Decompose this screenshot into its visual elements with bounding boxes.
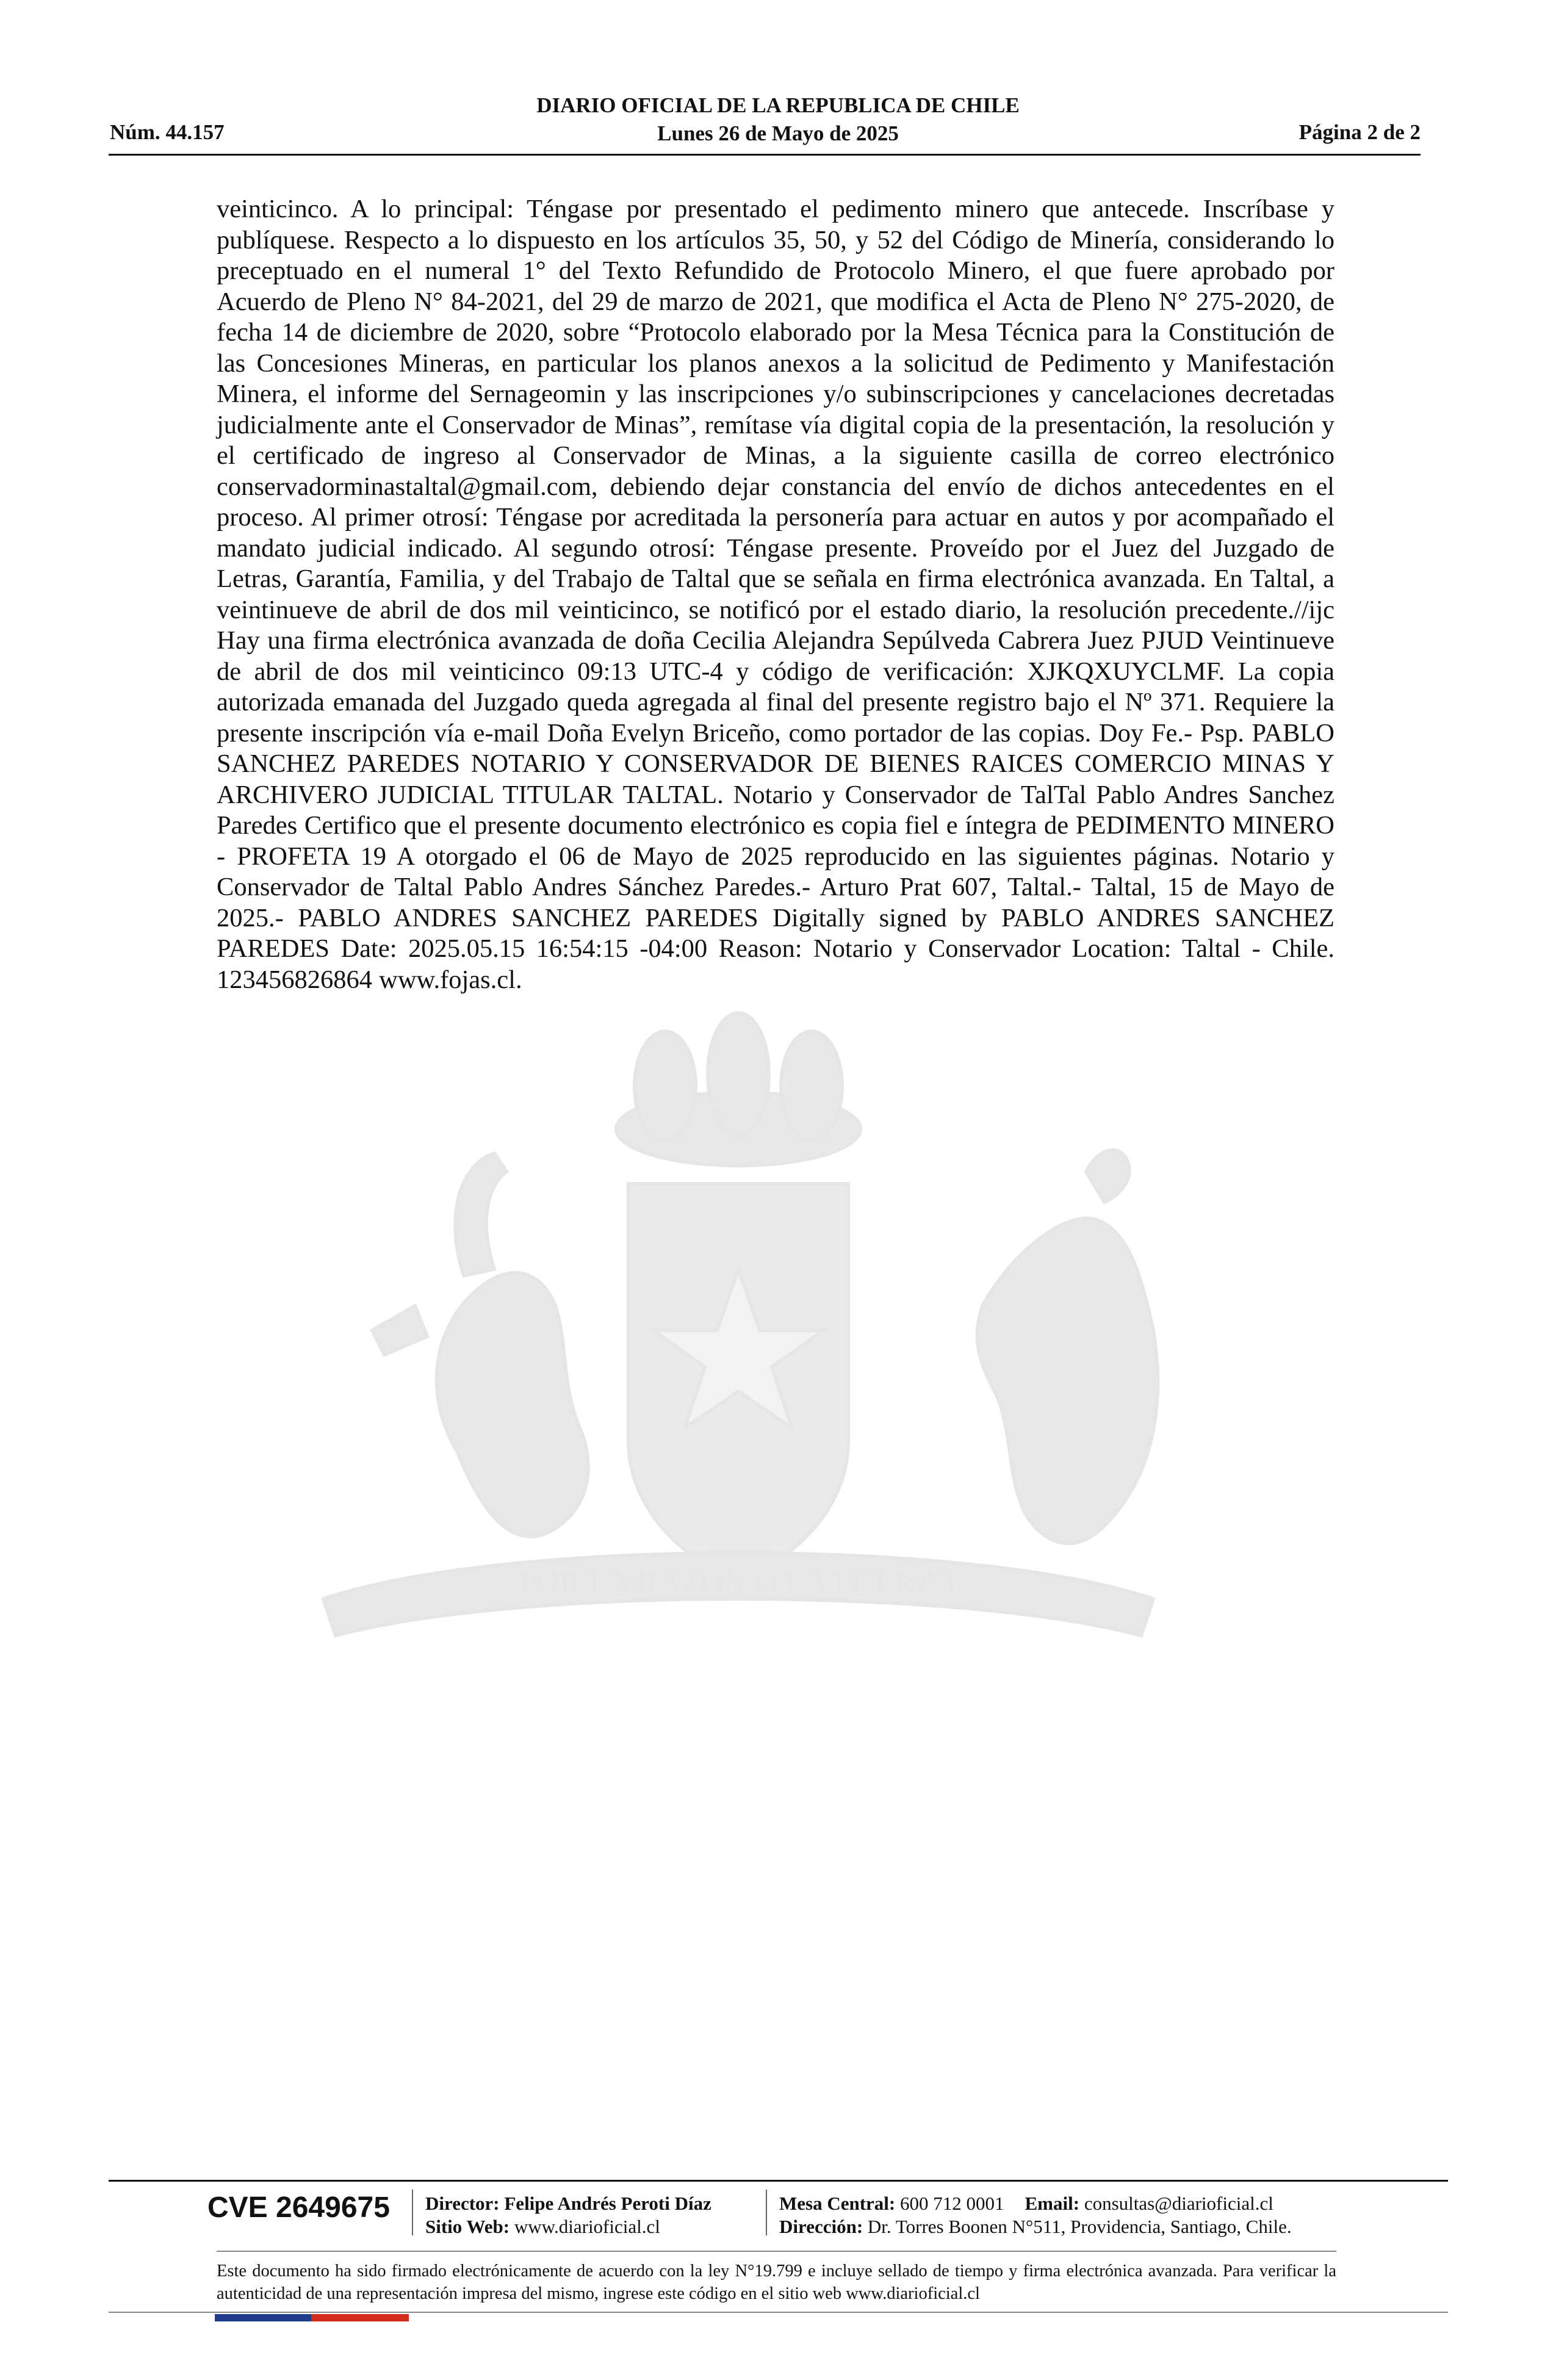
mesa-label: Mesa Central: [779,2193,896,2214]
footer-separator [412,2190,413,2235]
address-label: Dirección: [779,2216,863,2237]
flag-stripe-blue [215,2314,311,2321]
coat-of-arms-watermark [201,989,1275,1684]
footer-divider-top [109,2180,1448,2182]
page-number: Página 2 de 2 [1298,120,1421,144]
website-link[interactable]: www.diarioficial.cl [514,2216,660,2237]
footer-divider-mid [217,2251,1336,2252]
flag-stripe-red [311,2314,409,2321]
address-text: Dr. Torres Boonen N°511, Providencia, Santiago, Chile. [867,2216,1292,2237]
email-link[interactable]: consultas@diarioficial.cl [1084,2193,1273,2214]
watermark-motto: POR LA RAZON O LA FUERZA [519,1565,957,1600]
footer-contact-block [779,2192,1292,2238]
email-label: Email: [1025,2193,1080,2214]
website-label: Sitio Web: [425,2216,510,2237]
cve-code: CVE 2649675 [207,2191,390,2224]
mesa-phone: 600 712 0001 [900,2193,1004,2214]
publication-date: Lunes 26 de Mayo de 2025 [657,121,899,145]
document-body: veinticinco. A lo principal: Téngase por presentado el pedimento minero que antecede. Inscríbase y publíquese. Respecto a lo dispuesto en los artículos 35, 50, y 52 del Código de Minería, considerando lo preceptuado en el numeral 1° del Texto Refundido de Protocolo Minero, el que fuere aprobado por Acuerdo de Pleno N° 84-2021, del 29 de marzo de 2021, que modifica el Acta de Pleno N° 275-2020, de fecha 14 de diciembre de 2020, sobre “Protocolo elaborado por la Mesa Técnica para la Constitución de las Concesiones Mineras, en particular los planos anexos a la solicitud de Pedimento y Manifestación Minera, el informe del Sernageomin y las inscripciones y/o subinscripciones y cancelaciones decretadas judicialmente ante el Conservador de Minas”, remítase vía digital copia de la presentación, la resolución y el certificado de ingreso al Conservador de Minas, a la siguiente casilla de correo electrónico conservadorminastaltal@gmail.com, debiendo dejar constancia del envío de dichos antecedentes en el proceso. Al primer otrosí: Téngase por acreditada la personería para actuar en autos y por acompañado el mandato judicial indicado. Al segundo otrosí: Téngase presente. Proveído por el Juez del Juzgado de Letras, Garantía, Familia, y del Trabajo de Taltal que se señala en firma electrónica avanzada. En Taltal, a veintinueve de abril de dos mil veinticinco, se notificó por el estado diario, la resolución precedente.//ijc Hay una firma electrónica avanzada de doña Cecilia Alejandra Sepúlveda Cabrera Juez PJUD Veintinueve de abril de dos mil veinticinco 09:13 UTC-4 y código de verificación: XJKQXUYCLMF. La copia autorizada emanada del Juzgado queda agregada al final del presente registro bajo el Nº 371. Requiere la presente inscripción vía e-mail Doña Evelyn Briceño, como portador de las copias. Doy Fe.- Psp. PABLO SANCHEZ PAREDES NOTARIO Y CONSERVADOR DE BIENES RAICES COMERCIO MINAS Y ARCHIVERO JUDICIAL TITULAR TALTAL. Notario y Conservador de TalTal Pablo Andres Sanchez Paredes Certifico que el presente documento electrónico es copia fiel e íntegra de PEDIMENTO MINERO - PROFETA 19 A otorgado el 06 de Mayo de 2025 reproducido en las siguientes páginas. Notario y Conservador de Taltal Pablo Andres Sánchez Paredes.- Arturo Prat 607, Taltal.- Taltal, 15 de Mayo de 2025.- PABLO ANDRES SANCHEZ PAREDES Digitally signed by PABLO ANDRES SANCHEZ PAREDES Date: 2025.05.15 16:54:15 -04:00 Reason: Notario y Conservador Location: Taltal - Chile. 123456826864 www.fojas.cl. [217,195,1334,994]
issue-number: Núm. 44.157 [110,120,225,144]
header-divider [109,154,1421,156]
director-label: Director: [425,2193,500,2214]
flag-stripe [215,2314,409,2321]
footer-divider-bottom [109,2312,1448,2313]
signature-notice: Este documento ha sido firmado electrónicamente de acuerdo con la ley N°19.799 e incluye sellado de tiempo y firma electrónica avanzada. Para verificar la autenticidad de una representación impresa del mismo, ingrese este código en el sitio web www.diarioficial.cl [217,2262,1336,2303]
footer-separator [766,2190,767,2235]
publication-title: DIARIO OFICIAL DE LA REPUBLICA DE CHILE [536,93,1020,117]
footer-director-block [425,2192,711,2238]
director-name: Felipe Andrés Peroti Díaz [504,2193,711,2214]
